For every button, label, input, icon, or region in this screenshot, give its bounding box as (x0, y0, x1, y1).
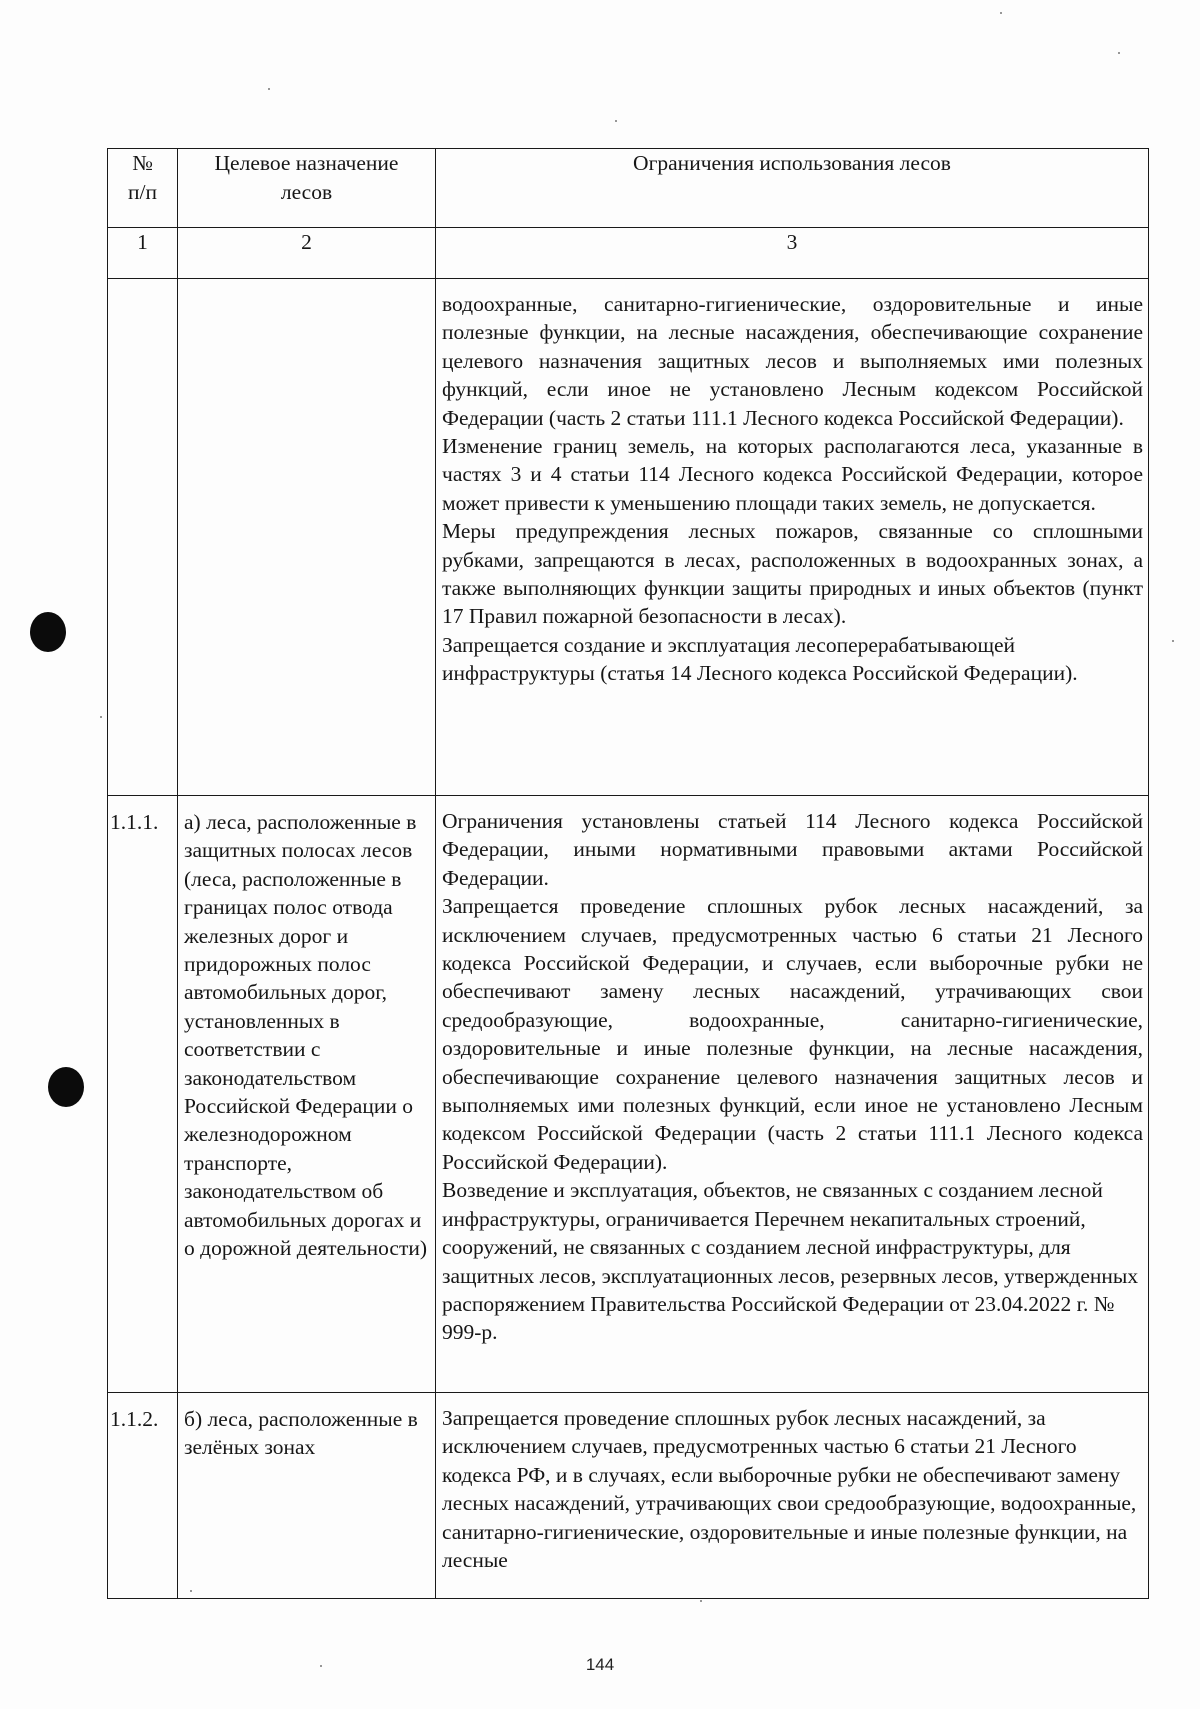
scan-speck (1000, 12, 1002, 14)
row-purpose-cell (178, 279, 436, 796)
scan-speck (700, 1600, 702, 1602)
column-number-cell: 1 (108, 228, 178, 279)
restriction-paragraph: водоохранные, санитарно-гигиенические, оздоровительные и иные полезные функции, на лесные насаждения, обеспечивающие сохранение целевого назначения защитных лесов и выполняемых ими полезных функций, если иное не установлено Лесным кодексом Российской Федерации (часть 2 статьи 111.1 Лесного кодекса Российской Федерации). (442, 292, 1143, 430)
row-restrictions-cell (436, 279, 1149, 796)
scan-speck (1118, 52, 1120, 54)
row-purpose-cell: б) леса, расположенные в зелёных зонах (178, 1393, 436, 1599)
restriction-paragraph: Запрещается создание и эксплуатация лесоперерабатывающей инфраструктуры (статья 14 Лесного кодекса Российской Федерации). (442, 632, 1078, 686)
table-header-row (108, 149, 1149, 228)
scan-speck (268, 88, 270, 90)
row-index-cell: 1.1.2. (108, 1393, 178, 1599)
restriction-paragraph: Изменение границ земель, на которых располагаются леса, указанные в частях 3 и 4 статьи 114 Лесного кодекса Российской Федерации, которое может привести к уменьшению площади таких земель, не допускается. (442, 434, 1143, 515)
scan-speck (100, 716, 102, 718)
header-purpose-cell: Целевое назначение лесов (178, 149, 436, 228)
table-row (108, 1393, 1149, 1599)
binder-hole-mark (48, 1067, 84, 1107)
row-restrictions-cell (436, 1393, 1149, 1599)
row-restrictions-cell (436, 796, 1149, 1393)
row-index-cell: 1.1.1. (108, 796, 178, 1393)
header-number-cell: № п/п (108, 149, 178, 228)
scan-speck (615, 120, 617, 122)
restriction-paragraph: Возведение и эксплуатация, объектов, не связанных с созданием лесной инфраструктуры, ограничивается Перечнем некапитальных строений, сооружений, не связанных с созданием лесной инфраструктуры, для защитных лесов, эксплуатационных лесов, резервных лесов, утвержденных распоряжением Правительства Российской Федерации от 23.04.2022 г. № 999-р. (442, 1178, 1139, 1345)
restriction-paragraph: Запрещается проведение сплошных рубок лесных насаждений, за исключением случаев, предусмотренных частью 6 статьи 21 Лесного кодекса Российской Федерации, и случаев, если выборочные рубки не обеспечивают замену лесных насаждений, утрачивающих свои средообразующие, водоохранные, санитарно-гигиенические, оздоровительные и иные полезные функции, на лесные насаждения, обеспечивающие сохранение целевого назначения защитных лесов и выполняемых ими полезных функций, если иное не установлено Лесным кодексом Российской Федерации (часть 2 статьи 111.1 Лесного кодекса Российской Федерации). (442, 894, 1143, 1174)
binder-hole-mark (30, 612, 66, 652)
column-number-row (108, 228, 1149, 279)
table-row (108, 279, 1149, 796)
forest-restrictions-table (107, 148, 1149, 1599)
header-restrictions-cell: Ограничения использования лесов (436, 149, 1149, 228)
row-purpose-cell: а) леса, расположенные в защитных полосах лесов (леса, расположенные в границах полос отвода железных дорог и придорожных полос автомобильных дорог, установленных в соответствии с законодательством Российской Федерации о железнодорожном транспорте, законодательством об автомобильных дорогах и о дорожной деятельности) (178, 796, 436, 1393)
column-number-cell: 2 (178, 228, 436, 279)
table-row (108, 796, 1149, 1393)
column-number-cell: 3 (436, 228, 1149, 279)
restriction-paragraph: Запрещается проведение сплошных рубок лесных насаждений, за исключением случаев, предусмотренных частью 6 статьи 21 Лесного кодекса РФ, и в случаях, если выборочные рубки не обеспечивают замену лесных насаждений, утрачивающих свои средообразующие, водоохранные, санитарно-гигиенические, оздоровительные и иные полезные функции, на лесные (442, 1406, 1137, 1573)
page-number: 144 (585, 1655, 615, 1674)
restriction-paragraph: Ограничения установлены статьей 114 Лесного кодекса Российской Федерации, иными нормативными правовыми актами Российской Федерации. (442, 809, 1143, 890)
scan-speck (1172, 640, 1174, 642)
restriction-paragraph: Меры предупреждения лесных пожаров, связанные со сплошными рубками, запрещаются в лесах, расположенных в водоохранных зонах, а также выполняющих функции защиты природных и иных объектов (пункт 17 Правил пожарной безопасности в лесах). (442, 519, 1143, 629)
row-index-cell (108, 279, 178, 796)
